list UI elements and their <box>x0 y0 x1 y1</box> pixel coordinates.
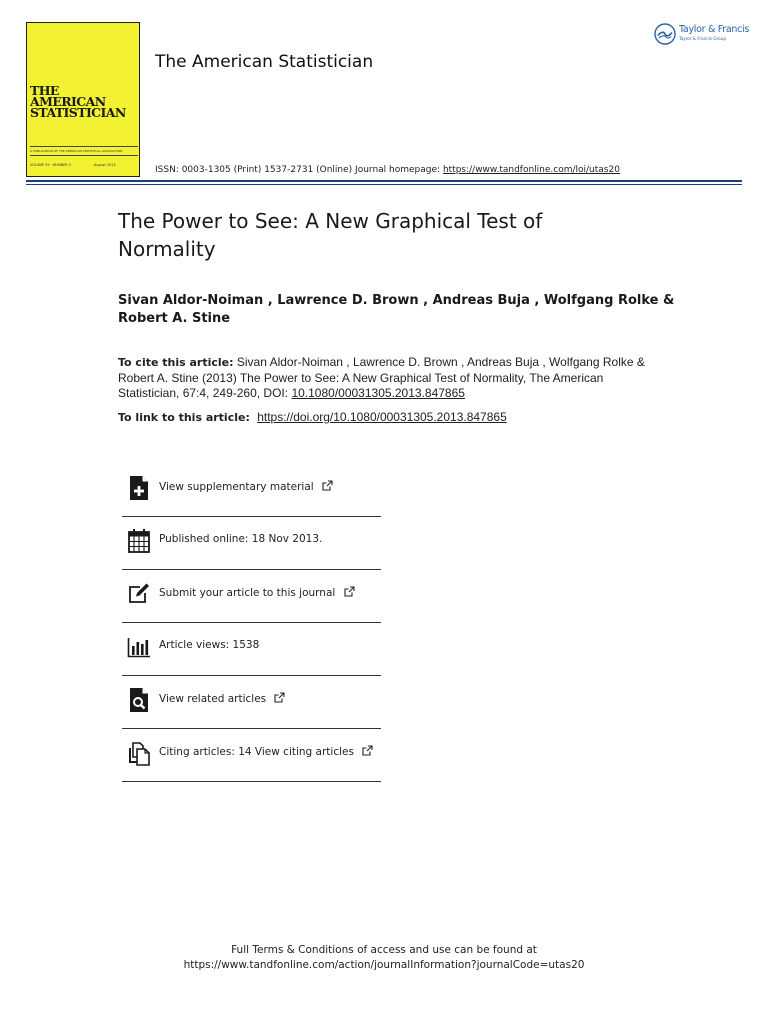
authors-line-2: Robert A. Stine <box>118 311 231 326</box>
external-link-icon <box>344 586 355 597</box>
citation-label: To cite this article: <box>118 356 234 369</box>
info-text <box>159 480 333 493</box>
issn-line <box>155 165 620 175</box>
article-title-line-2: Normality <box>118 237 216 261</box>
info-row-supplementary[interactable] <box>122 464 381 517</box>
submit-article-label: Submit your article to this journal <box>159 587 336 599</box>
calendar-icon <box>127 528 151 554</box>
external-link-icon <box>322 480 333 491</box>
citing-articles-icon <box>127 740 151 766</box>
article-views: Article views: 1538 <box>159 639 260 651</box>
taylor-francis-logo-icon <box>654 23 676 45</box>
info-text <box>159 692 285 705</box>
cover-title-line-3: STATISTICIAN <box>30 105 126 120</box>
cover-title <box>30 85 138 118</box>
citation-doi-link[interactable]: 10.1080/00031305.2013.847865 <box>291 386 465 400</box>
related-articles-label: View related articles <box>159 693 267 705</box>
external-link-icon <box>362 745 373 756</box>
header-divider-thin <box>26 184 742 185</box>
footer-terms-link[interactable]: https://www.tandfonline.com/action/journalInformation?journalCode=utas20 <box>183 959 585 971</box>
article-title-line-1: The Power to See: A New Graphical Test of <box>118 209 543 233</box>
info-row-published <box>122 517 381 570</box>
article-link-block <box>118 410 658 424</box>
edit-icon <box>127 581 151 607</box>
authors-line-1: Sivan Aldor-Noiman , Lawrence D. Brown , Andreas Buja , Wolfgang Rolke & <box>118 293 675 308</box>
supplementary-icon <box>127 475 151 501</box>
publisher-group: Taylor & Francis Group <box>679 36 727 41</box>
cover-subtitle: A PUBLICATION OF THE AMERICAN STATISTICAL ASSOCIATION <box>30 149 123 153</box>
info-row-views <box>122 623 381 676</box>
search-document-icon <box>127 687 151 713</box>
info-text <box>159 533 322 545</box>
article-authors <box>118 292 678 328</box>
article-doi-link[interactable]: https://doi.org/10.1080/00031305.2013.847865 <box>257 410 507 424</box>
bar-chart-icon <box>127 634 151 660</box>
header-divider <box>26 180 742 182</box>
citation-block <box>118 355 658 402</box>
info-row-submit[interactable] <box>122 570 381 623</box>
journal-cover <box>26 22 140 177</box>
info-text <box>159 745 373 758</box>
info-text <box>159 586 355 599</box>
issn-text: ISSN: 0003-1305 (Print) 1537-2731 (Online) Journal homepage: <box>155 165 441 175</box>
journal-homepage-link[interactable]: https://www.tandfonline.com/loi/utas20 <box>442 165 620 175</box>
article-title <box>118 207 678 263</box>
supplementary-label: View supplementary material <box>159 481 314 493</box>
cover-title-line-2: AMERICAN <box>30 94 106 109</box>
cover-divider <box>30 155 138 156</box>
article-info-list <box>122 464 381 782</box>
info-row-related[interactable] <box>122 676 381 729</box>
cover-title-line-1: THE <box>30 83 59 98</box>
citation-text: Sivan Aldor-Noiman , Lawrence D. Brown , Andreas Buja , Wolfgang Rolke & Robert A. Stine (2013) The Power to See: A New Graphical Test of Normality, The American Statistician, 67:4, 249-260, DOI: <box>118 355 645 400</box>
cover-volume <box>30 163 138 167</box>
info-text <box>159 639 259 651</box>
cover-date: August 2013 <box>93 163 116 167</box>
publisher-logo[interactable] <box>654 22 750 48</box>
citing-articles-label: Citing articles: 14 View citing articles <box>159 746 354 758</box>
cover-divider <box>30 146 138 147</box>
external-link-icon <box>274 692 285 703</box>
cover-volume-number: VOLUME 59 · NUMBER 3 <box>30 163 71 167</box>
info-row-citing[interactable] <box>122 729 381 782</box>
article-link-label: To link to this article: <box>118 411 250 424</box>
publisher-name: Taylor & Francis <box>679 24 750 35</box>
published-date: Published online: 18 Nov 2013. <box>159 533 323 545</box>
footer-line-1: Full Terms & Conditions of access and use can be found at <box>231 944 537 956</box>
footer-terms <box>0 943 768 973</box>
journal-name: The American Statistician <box>155 52 374 72</box>
